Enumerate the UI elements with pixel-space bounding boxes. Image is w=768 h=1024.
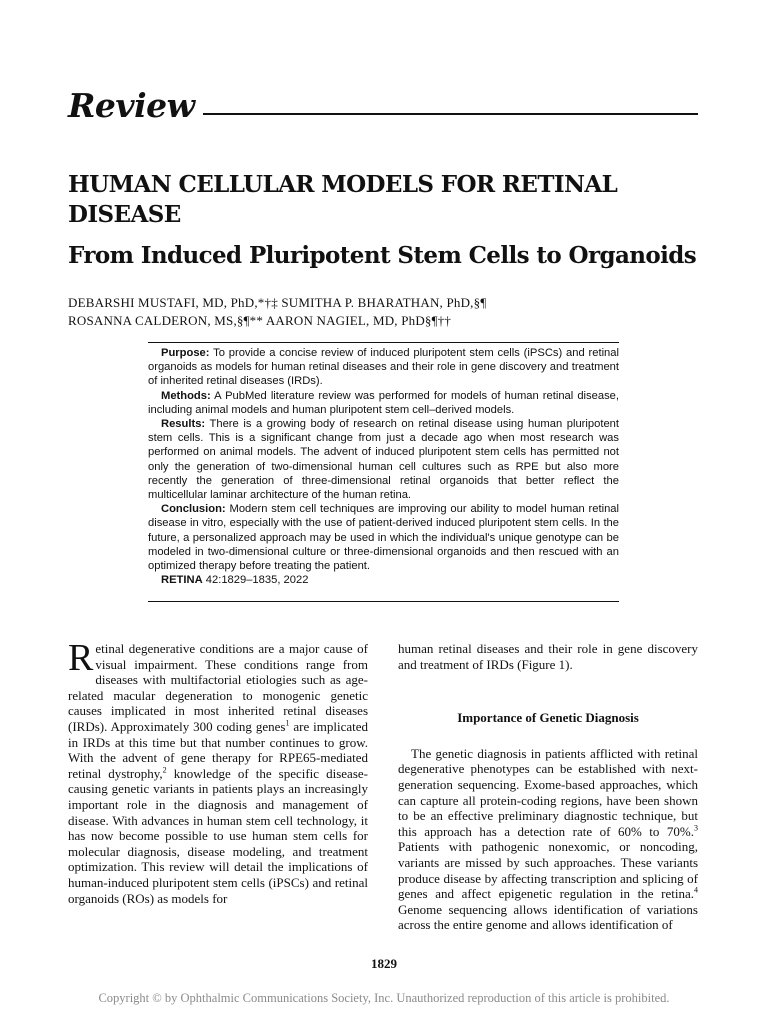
methods-text: A PubMed literature review was performed for models of human retinal disease, including animal models and human pluripotent stem cell–derived models. bbox=[148, 389, 619, 416]
section-heading: Importance of Genetic Diagnosis bbox=[457, 710, 639, 726]
body-paragraph-1 bbox=[68, 637, 368, 906]
header-rule bbox=[203, 113, 698, 115]
citation-journal: RETINA bbox=[161, 574, 203, 587]
conclusion-text: Modern stem cell techniques are improving our ability to model human retinal disease in vitro, especially with the use of patient-derived induced pluripotent stem cells. In the future, a personalized approach may be used in which the individual's unique genotype can be modeled in two-dimensional culture or three-dimensional organoids and then rescued with an optimized therapy before treating the patient. bbox=[148, 503, 619, 573]
copyright-notice: Copyright © by Ophthalmic Communications Society, Inc. Unauthorized reproduction of this article is prohibited. bbox=[98, 991, 670, 1005]
abstract bbox=[148, 346, 619, 587]
abstract-results bbox=[148, 417, 619, 502]
article-subtitle: From Induced Pluripotent Stem Cells to Organoids bbox=[68, 242, 697, 269]
results-text: There is a growing body of research on retinal disease using human pluripotent stem cells. This is a significant change from just a decade ago when most research was performed on animal models. The advent of induced pluripotent stem cells has permitted not only the generation of two-dimensional human cell cultures such as RPE but also more recently the generation of three-dimensional retinal organoids that better reflect the multicellular laminar architecture of the human retina. bbox=[148, 418, 619, 502]
purpose-text: To provide a concise review of induced pluripotent stem cells (iPSCs) and retinal organoids as models for human retinal diseases and their role in gene discovery and treatment of inherited retinal diseases (IRDs). bbox=[148, 347, 619, 388]
abstract-top-rule bbox=[148, 342, 619, 343]
body-text: Genome sequencing allows identification of variations across the entire genome and allows identification of bbox=[398, 901, 698, 933]
body-text: are implicated in IRDs at this time but that number continues to grow. With the advent of gene therapy for RPE65-mediated retinal dystrophy, bbox=[68, 718, 368, 781]
methods-label: Methods: bbox=[161, 389, 211, 402]
citation-text: 42:1829–1835, 2022 bbox=[202, 574, 309, 587]
abstract-methods bbox=[148, 389, 619, 417]
reference-marker: 3 bbox=[694, 823, 698, 833]
article-title: HUMAN CELLULAR MODELS FOR RETINAL DISEASE bbox=[68, 171, 618, 228]
section-header bbox=[68, 88, 698, 124]
abstract-purpose bbox=[148, 346, 619, 389]
body-paragraph-1-continued: human retinal diseases and their role in gene discovery and treatment of IRDs (Figure 1). bbox=[398, 641, 698, 672]
page-number: 1829 bbox=[371, 956, 397, 971]
authors-line-1: DEBARSHI MUSTAFI, MD, PhD,*†‡ SUMITHA P. BHARATHAN, PhD,§¶ bbox=[68, 295, 487, 310]
reference-marker: 1 bbox=[285, 718, 290, 728]
body-paragraph-2 bbox=[398, 746, 698, 933]
section-label: Review bbox=[68, 86, 195, 125]
results-label: Results: bbox=[161, 418, 206, 431]
abstract-citation bbox=[148, 573, 619, 587]
reference-marker: 4 bbox=[694, 885, 698, 895]
body-text: The genetic diagnosis in patients afflicted with retinal degenerative phenotypes can be established with next-generation sequencing. Exome-based approaches, which can capture all protein-coding regions, have been shown to be an effective preliminary diagnostic technique, but this approach has a detection rate of 60% to 70%. bbox=[398, 745, 698, 839]
reference-marker: 2 bbox=[162, 765, 167, 775]
body-column-left bbox=[68, 637, 368, 906]
purpose-label: Purpose: bbox=[161, 347, 210, 359]
conclusion-label: Conclusion: bbox=[161, 503, 226, 516]
body-column-right bbox=[398, 641, 698, 933]
body-text: etinal degenerative conditions are a major cause of visual impairment. These conditions range from diseases with multifactorial etiologies such as age-related macular degeneration to monogenic genetic causes implicated in most inherited retinal diseases (IRDs). Approximately 300 coding genes bbox=[68, 641, 368, 734]
authors-line-2: ROSANNA CALDERON, MS,§¶** AARON NAGIEL, MD, PhD§¶†† bbox=[68, 313, 452, 328]
body-text: Patients with pathogenic nonexomic, or noncoding, variants are missed by such approaches. These variants produce disease by affecting transcription and splicing of genes and affect epigenetic regulation in the retina. bbox=[398, 839, 698, 902]
body-text: knowledge of the specific disease-causing genetic variants in patients plays an increasingly important role in the diagnosis and management of disease. With advances in human stem cell technology, it has now become possible to use human stem cells for molecular diagnosis, disease modeling, and treatment optimization. This review will detail the implications of human-induced pluripotent stem cells (iPSCs) and retinal organoids (ROs) as models for bbox=[68, 765, 368, 906]
drop-cap: R bbox=[68, 637, 94, 679]
abstract-bottom-rule bbox=[148, 601, 619, 602]
abstract-conclusion bbox=[148, 502, 619, 573]
author-list bbox=[68, 294, 698, 330]
